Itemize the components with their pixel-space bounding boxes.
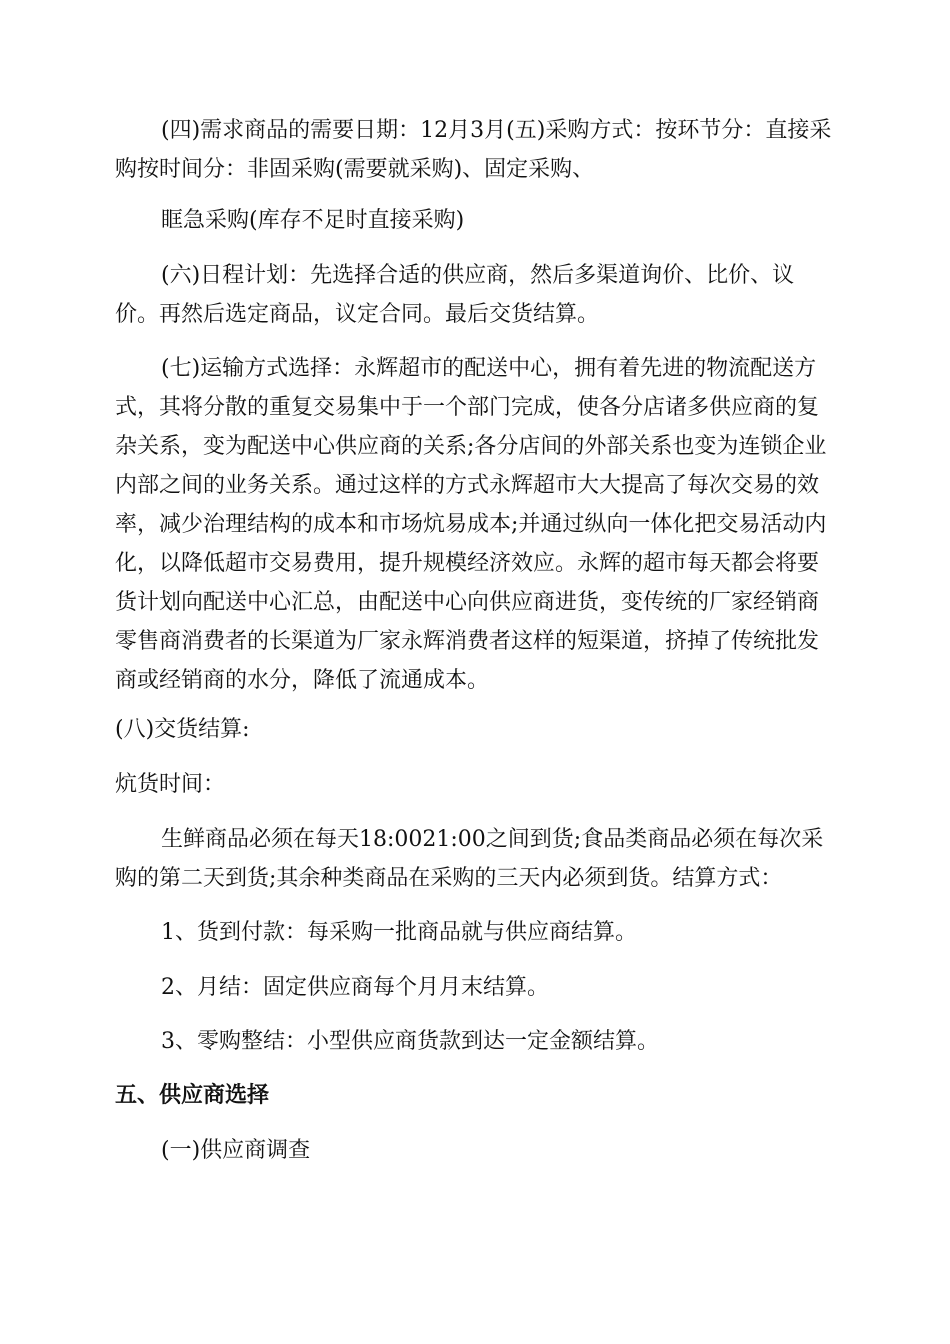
paragraph-payment-on-delivery: 1、货到付款：每采购一批商品就与供应商结算。 (161, 920, 637, 945)
paragraph-supplier-survey: (一)供应商调查 (161, 1138, 311, 1163)
paragraph-monthly-settlement: 2、月结：固定供应商每个月月末结算。 (161, 975, 549, 1000)
paragraph-delivery-time: 炕货时间： (115, 772, 226, 797)
section-heading-supplier-selection: 五、供应商选择 (115, 1083, 270, 1108)
paragraph-schedule-plan: (六)日程计划：先选择合适的供应商，然后多渠道询价、比价、议价。再然后选定商品，议定合同。最后交货结算。 (115, 263, 795, 327)
paragraph-urgent-purchase: 眶急采购(库存不足时直接采购) (161, 208, 465, 233)
paragraph-delivery-rules: 生鲜商品必须在每天18:0021:00之间到货;食品类商品必须在每次采购的第二天到货;其余种类商品在采购的三天内必须到货。结算方式： (115, 827, 824, 891)
paragraph-delivery-settlement: (八)交货结算: (115, 717, 250, 742)
paragraph-transport-method: (七)运输方式选择：永辉超市的配送中心，拥有着先进的物流配送方式，其将分散的重复交易集中于一个部门完成，使各分店诸多供应商的复杂关系，变为配送中心供应商的关系;各分店间的外部关系也变为连锁企业内部之间的业务关系。通过这样的方式永辉超市大大提高了每次交易的效率，减少治理结构的成本和市场炕易成本;并通过纵向一体化把交易活动内化，以降低超市交易费用，提升规模经济效应。永辉的超市每天都会将要货计划向配送中心汇总，由配送中心向供应商进货，变传统的厂家经销商零售商消费者的长渠道为厂家永辉消费者这样的短渠道，挤掉了传统批发商或经销商的水分，降低了流通成本。 (115, 356, 827, 693)
paragraph-small-purchase-settlement: 3、零购整结：小型供应商货款到达一定金额结算。 (161, 1029, 659, 1054)
paragraph-demand-date: (四)需求商品的需要日期：12月3月(五)采购方式：按环节分：直接采购按时间分：非固采购(需要就采购)、固定采购、 (115, 118, 832, 182)
